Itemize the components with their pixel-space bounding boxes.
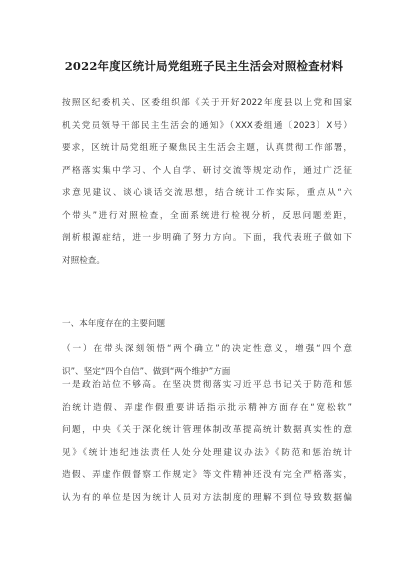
- intro-line: 求意见建议、谈心谈话交流思想，结合统计工作实际，重点从“六: [62, 188, 352, 198]
- section-heading: 一、本年度存在的主要问题: [62, 319, 166, 329]
- intro-line: 严格落实集中学习、个人自学、研讨交流等规定动作，通过广泛征: [62, 165, 352, 176]
- intro-line: 按照区纪委机关、区委组织部《关于开好2022年度县以上党和国家: [62, 98, 352, 108]
- sub-heading-line: 识”、坚定“四个自信”、做到“两个维护”方面: [62, 366, 231, 377]
- body-line: 问题，中央《关于深化统计管理体制改革提高统计数据真实性的意: [62, 425, 352, 435]
- intro-line: 对照检查。: [62, 255, 105, 266]
- body-line: 治统计造假、弄虚作假重要讲话指示批示精神方面存在“宽松软”: [62, 402, 352, 413]
- intro-line: 机关党员领导干部民主生活会的通知》（XXX委组通〔2023〕X号）: [62, 120, 352, 131]
- sub-heading-line: （一）在带头深刻领悟“两个确立”的决定性意义，增强“四个意: [62, 344, 352, 354]
- intro-line: 个带头”进行对照检查，全面系统进行检视分析，反思问题差距，: [62, 210, 352, 221]
- intro-line: 要求，区统计局党组班子聚焦民主生活会主题，认真贯彻工作部署，: [62, 143, 352, 153]
- intro-line: 剖析根源症结，进一步明确了努力方向。下面，我代表班子做如下: [62, 233, 352, 243]
- document-title: 2022年度区统计局党组班子民主生活会对照检查材料: [64, 59, 344, 73]
- body-line: 造假、弄虚作假督察工作规定》等文件精神还没有完全严格落实，: [62, 470, 352, 480]
- body-line: 认为有的单位是因为统计人员对方法制度的理解不到位导致数据偏: [62, 492, 352, 503]
- intro-paragraph: [62, 92, 352, 272]
- body-line: 见》《统计违纪违法责任人处分处理建议办法》《防范和惩治统计: [62, 447, 352, 458]
- body-paragraph: [62, 374, 352, 509]
- body-line: 一是政治站位不够高。在坚决贯彻落实习近平总书记关于防范和惩: [62, 380, 352, 390]
